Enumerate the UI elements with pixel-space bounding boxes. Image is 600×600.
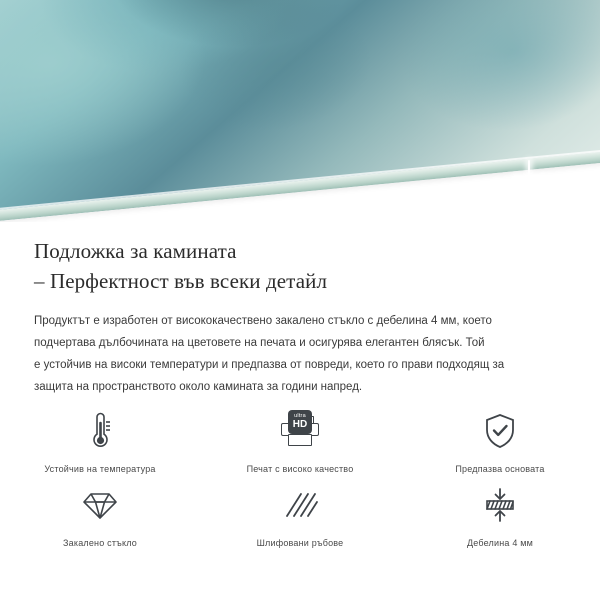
- diamond-icon: [77, 482, 123, 528]
- feature-label: Устойчив на температура: [44, 464, 156, 474]
- feature-label: Предпазва основата: [455, 464, 545, 474]
- description-line-2: подчертава дълбочината на цветовете на печата и осигурява елегантен блясък. Той: [34, 337, 485, 349]
- description-content: [0, 222, 600, 398]
- headline-line-2: – Перфектност във всеки детайл: [34, 269, 328, 293]
- page-title: [0, 222, 600, 296]
- feature-label: Шлифовани ръбове: [256, 538, 344, 548]
- polished-edges-icon: [277, 482, 323, 528]
- description-line-4: защита на пространството около камината за години напред.: [34, 381, 363, 393]
- feature-item-polished-edges: [200, 474, 400, 548]
- printer-output: [288, 434, 312, 446]
- headline-line-1: Подложка за камината: [34, 239, 237, 263]
- feature-item-temperature: [0, 400, 200, 474]
- ultra-text: ultra: [294, 412, 306, 419]
- hd-text: HD: [292, 419, 308, 431]
- feature-row-2: [0, 474, 600, 548]
- shield-check-icon: [477, 408, 523, 454]
- feature-item-thickness: [400, 474, 600, 548]
- thickness-icon: [477, 482, 523, 528]
- description-line-1: Продуктът е изработен от висококачествено закалено стъкло с дебелина 4 мм, което: [34, 315, 492, 327]
- ultra-hd-badge: [288, 410, 312, 434]
- feature-label: Печат с високо качество: [246, 464, 354, 474]
- feature-item-tempered-glass: [0, 474, 200, 548]
- feature-row-1: [0, 400, 600, 474]
- hero-image: [0, 0, 600, 222]
- feature-item-protects-base: [400, 400, 600, 474]
- description-line-3: е устойчив на високи температури и предпазва от повреди, което го прави подходящ за: [34, 359, 505, 371]
- printer-ultrahd-icon: [277, 408, 323, 454]
- feature-item-print-quality: [200, 400, 400, 474]
- feature-label: Закалено стъкло: [63, 538, 137, 548]
- feature-grid: [0, 400, 600, 548]
- thermometer-icon: [77, 408, 123, 454]
- feature-label: Дебелина 4 мм: [467, 538, 533, 548]
- description-paragraph: [0, 296, 600, 398]
